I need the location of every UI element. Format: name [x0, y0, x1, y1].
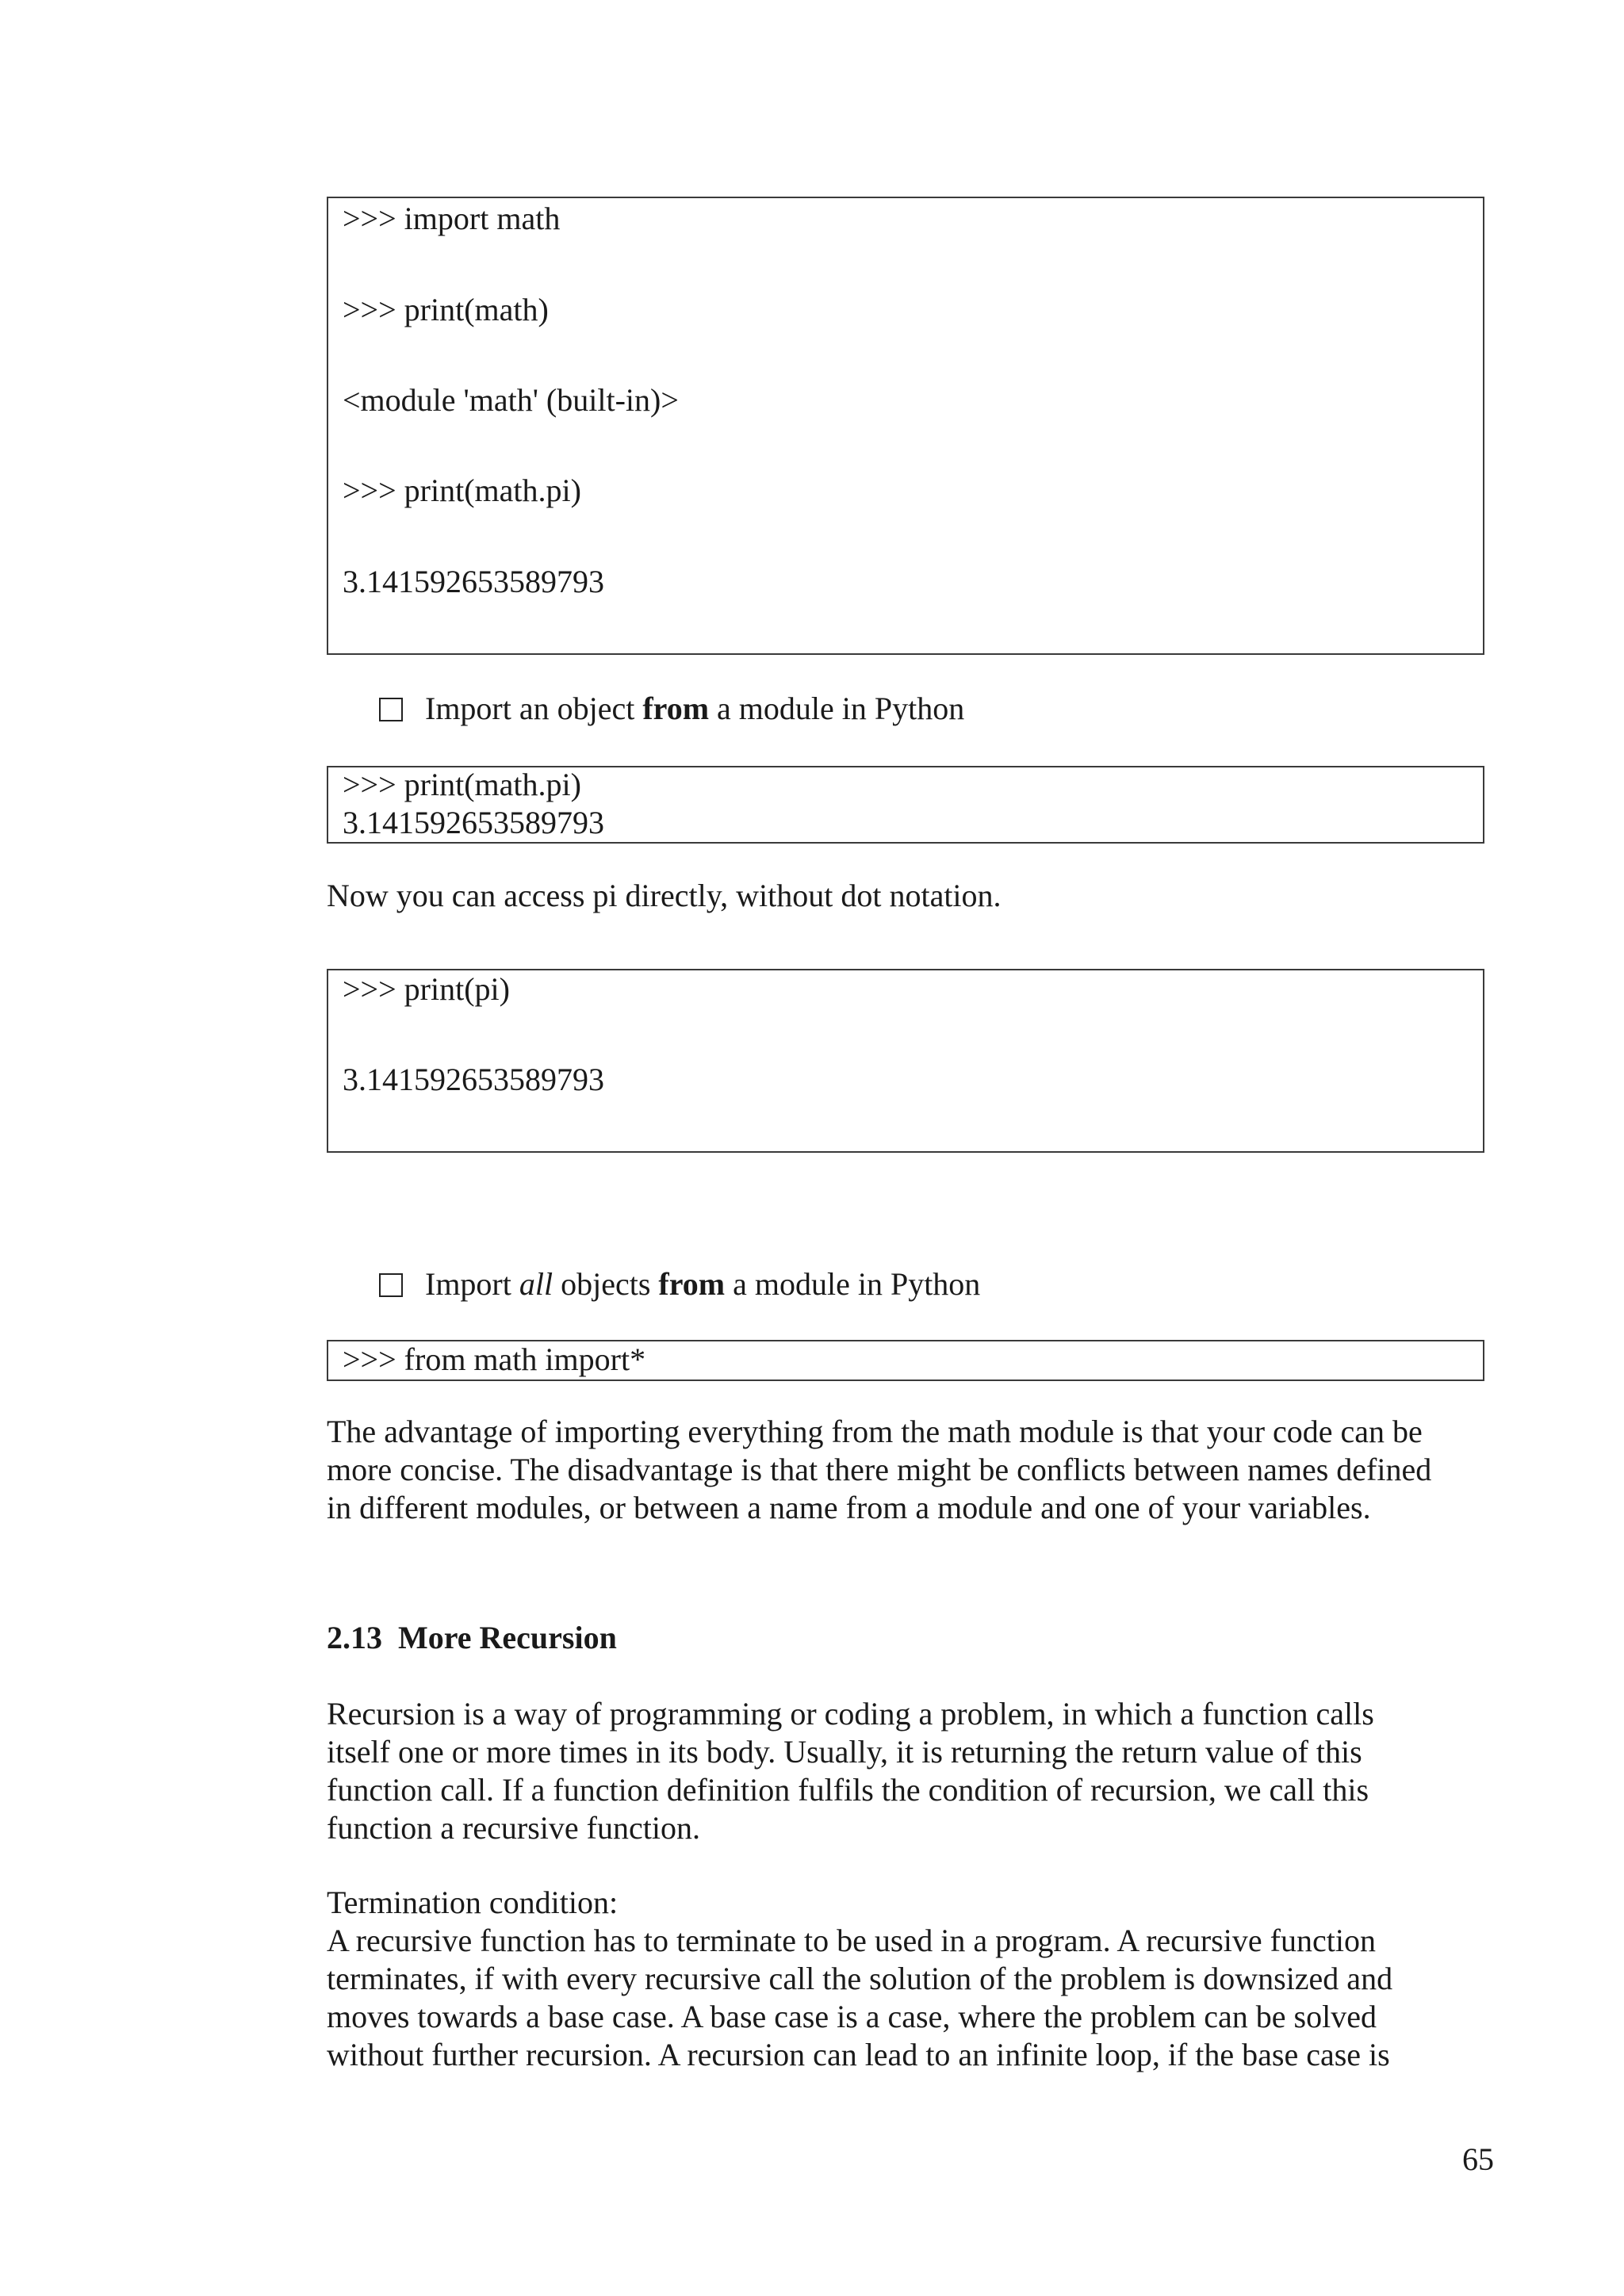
code-box-print-math-pi	[327, 766, 1484, 844]
checkbox-bullet-icon	[379, 1273, 403, 1297]
code-box-import-math	[327, 197, 1484, 655]
bullet-text-mid: objects	[553, 1266, 659, 1302]
paragraph-line: The advantage of importing everything from the math module is that your code can be	[327, 1414, 1423, 1449]
bullet-text-bold: from	[642, 691, 710, 726]
paragraph-line: in different modules, or between a name from a module and one of your variables.	[327, 1490, 1371, 1525]
note-text: Now you can access pi directly, without dot notation.	[327, 878, 1002, 913]
paragraph-import-advantage	[327, 1413, 1431, 1527]
paragraph-line: Termination condition:	[327, 1885, 619, 1920]
code-line: >>> print(math.pi)	[343, 473, 581, 508]
code-line: 3.141592653589793	[343, 564, 604, 599]
paragraph-line: A recursive function has to terminate to be used in a program. A recursive function	[327, 1923, 1376, 1958]
code-line: >>> print(pi)	[343, 971, 510, 1007]
section-heading: 2.13 More Recursion	[327, 1620, 617, 1655]
paragraph-line: more concise. The disadvantage is that there might be conflicts between names defined	[327, 1452, 1432, 1487]
bullet-text-pre: Import	[425, 1266, 519, 1302]
bullet-text-bold: from	[658, 1266, 726, 1302]
bullet-text-italic: all	[519, 1266, 553, 1302]
code-line: >>> print(math)	[343, 292, 549, 327]
paragraph-line: terminates, if with every recursive call the solution of the problem is downsized and	[327, 1961, 1393, 1996]
bullet-text-post: a module in Python	[725, 1266, 981, 1302]
code-line: 3.141592653589793	[343, 1062, 604, 1097]
bullet-import-object	[425, 690, 964, 728]
code-line: >>> print(math.pi)	[343, 767, 581, 802]
checkbox-bullet-icon	[379, 698, 403, 721]
code-line: <module 'math' (built-in)>	[343, 382, 679, 418]
code-line: >>> import math	[343, 201, 561, 236]
page-number: 65	[1462, 2141, 1494, 2177]
paragraph-line: without further recursion. A recursion can lead to an infinite loop, if the base case is	[327, 2037, 1390, 2072]
bullet-text-pre: Import an object	[425, 691, 643, 726]
paragraph-line: function a recursive function.	[327, 1810, 700, 1846]
code-line: 3.141592653589793	[343, 805, 604, 840]
paragraph-line: itself one or more times in its body. Usually, it is returning the return value of this	[327, 1734, 1362, 1770]
code-box-print-pi	[327, 969, 1484, 1153]
bullet-text-post: a module in Python	[709, 691, 965, 726]
paragraph-line: function call. If a function definition fulfils the condition of recursion, we call this	[327, 1772, 1369, 1808]
bullet-import-all	[425, 1265, 980, 1303]
paragraph-recursion-definition	[327, 1695, 1374, 1847]
paragraph-line: moves towards a base case. A base case is a case, where the problem can be solved	[327, 1999, 1377, 2034]
paragraph-termination-condition	[327, 1884, 1392, 2074]
code-line: >>> from math import*	[343, 1341, 646, 1377]
paragraph-line: Recursion is a way of programming or coding a problem, in which a function calls	[327, 1696, 1374, 1732]
code-box-from-math-import	[327, 1340, 1484, 1381]
